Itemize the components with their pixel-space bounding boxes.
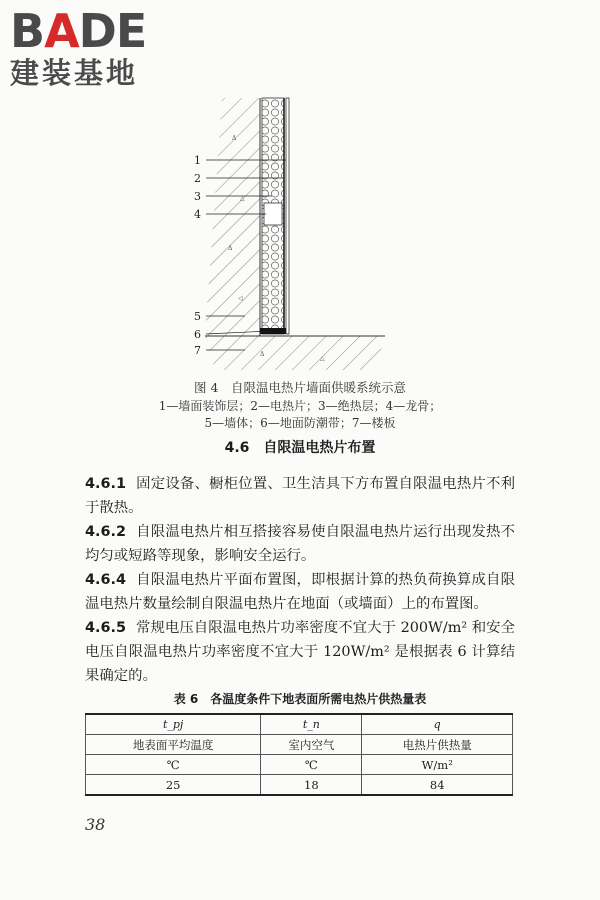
callout-4: 4	[194, 208, 201, 221]
keel	[264, 203, 282, 225]
table-cell: 25	[86, 775, 261, 796]
paragraph-4-6-4: 4.6.4 自限温电热片平面布置图，即根据计算的热负荷换算成自限温电热片数量绘制自限温电热片在地面（或墙面）上的布置图。	[85, 572, 515, 612]
table-cell: 电热片供热量	[362, 735, 513, 755]
figure-legend-2: 5—墙体；6—地面防潮带；7—楼板	[204, 416, 396, 430]
callout-1: 1	[194, 154, 201, 167]
logo-subtitle: 建装基地	[10, 56, 139, 90]
wall-finish-layer	[286, 98, 289, 334]
wall-concrete	[205, 98, 260, 336]
heating-table	[85, 713, 513, 796]
logo-wordmark: BADE	[10, 4, 147, 58]
table-cell: t_n	[261, 714, 362, 735]
figure-caption: 图 4 自限温电热片墙面供暖系统示意	[194, 380, 406, 395]
page-number: 38	[85, 815, 106, 834]
table-cell: 地表面平均温度	[86, 735, 261, 755]
svg-text:△: △	[240, 195, 245, 202]
figure-legend-1: 1—墙面装饰层；2—电热片；3—绝热层；4—龙骨；	[158, 399, 442, 413]
table-cell: ℃	[86, 755, 261, 775]
svg-text:Δ: Δ	[232, 135, 237, 142]
svg-text:Δ: Δ	[260, 351, 265, 358]
table-row	[86, 714, 513, 735]
floor-slab	[205, 336, 385, 370]
callout-3: 3	[194, 190, 201, 203]
callout-2: 2	[194, 172, 201, 185]
paragraph-4-6-2: 4.6.2 自限温电热片相互搭接容易使自限温电热片运行出现发热不均匀或短路等现象，影响安全运行。	[85, 524, 515, 564]
table-row	[86, 755, 513, 775]
table-cell: t_pj	[86, 714, 261, 735]
table-cell: q	[362, 714, 513, 735]
table-cell: 18	[261, 775, 362, 796]
svg-text:◁: ◁	[238, 295, 243, 302]
table-row	[86, 735, 513, 755]
table-cell: W/m²	[362, 755, 513, 775]
callout-7: 7	[194, 344, 201, 357]
wall-heating-diagram	[0, 0, 600, 380]
callout-5: 5	[194, 310, 201, 323]
svg-text:△: △	[320, 355, 325, 362]
paragraph-4-6-5: 4.6.5 常规电压自限温电热片功率密度不宜大于 200W/m² 和安全电压自限温电热片功率密度不宜大于 120W/m² 是根据表 6 计算结果确定的。	[85, 620, 515, 684]
table-cell: ℃	[261, 755, 362, 775]
table-title: 表 6 各温度条件下地表面所需电热片供热量表	[173, 692, 427, 706]
table-cell: 84	[362, 775, 513, 796]
table-row	[86, 775, 513, 796]
callout-6: 6	[194, 328, 201, 341]
section-heading: 4.6 自限温电热片布置	[224, 440, 376, 456]
table-cell: 室内空气	[261, 735, 362, 755]
paragraph-4-6-1: 4.6.1 固定设备、橱柜位置、卫生洁具下方布置自限温电热片不利于散热。	[85, 476, 515, 516]
svg-text:Δ: Δ	[228, 245, 233, 252]
